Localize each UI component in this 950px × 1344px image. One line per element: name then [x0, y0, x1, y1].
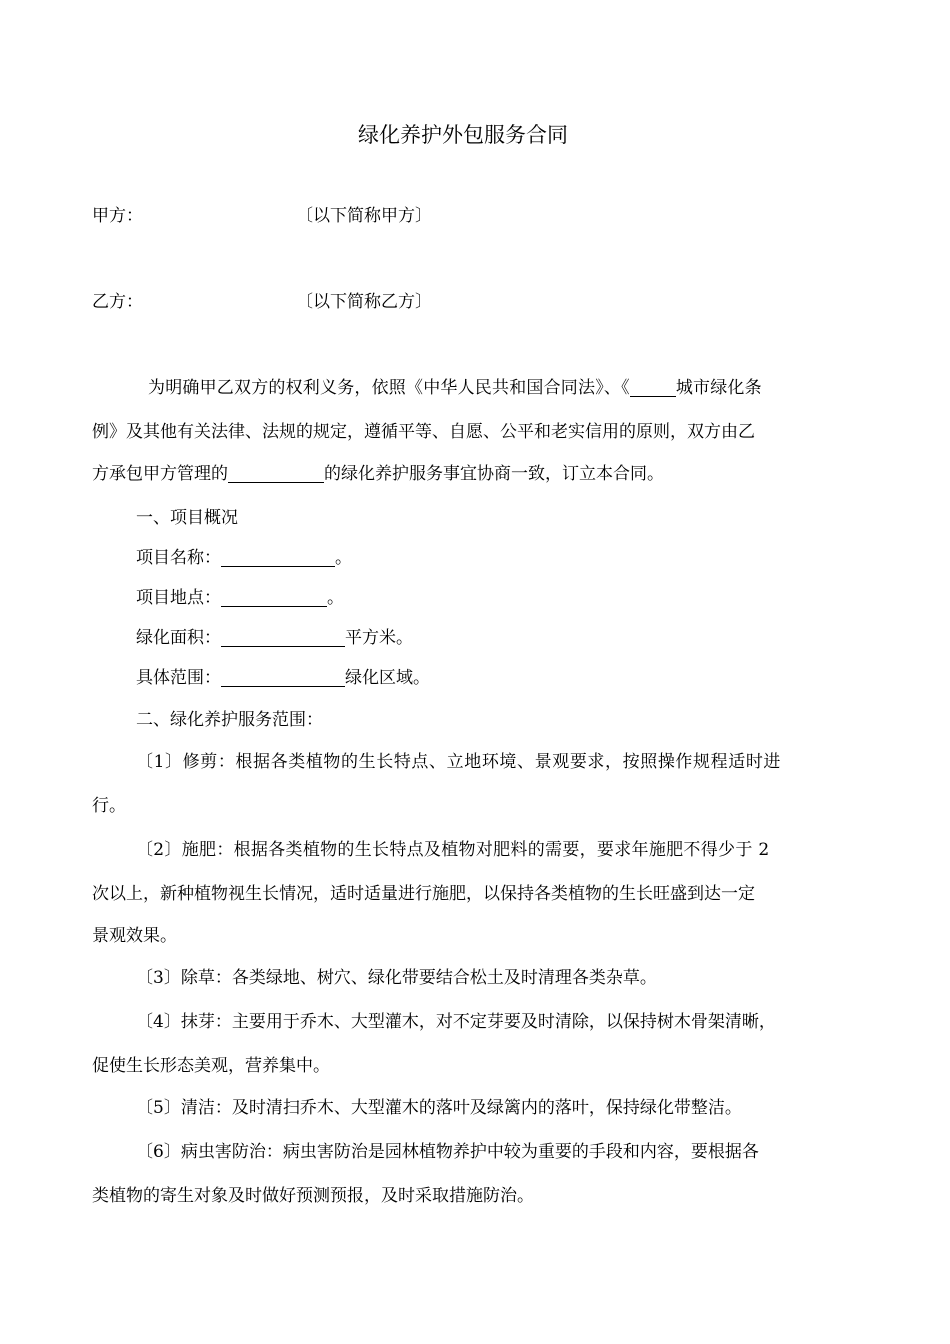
section-2-heading: 二、绿化养护服务范围：	[136, 710, 323, 730]
intro-line-3	[92, 464, 664, 484]
scope-suffix: 绿化区域。	[345, 668, 430, 688]
item-2-line-2: 次以上，新种植物视生长情况，适时适量进行施肥，以保持各类植物的生长旺盛到达一定	[92, 884, 755, 904]
party-a-label: 甲方：	[92, 206, 143, 226]
item-5-line-1: 〔5〕清洁：及时清扫乔木、大型灌木的落叶及绿篱内的落叶，保持绿化带整洁。	[136, 1098, 742, 1118]
intro-text: 城市绿化条	[675, 378, 762, 398]
project-name-suffix: 。	[335, 548, 352, 568]
project-name-row	[136, 548, 352, 568]
project-name-label: 项目名称：	[136, 548, 221, 568]
item-1-line-2: 行。	[92, 796, 126, 816]
item-2-line-1: 〔2〕施肥：根据各类植物的生长特点及植物对肥料的需要，要求年施肥不得少于 2	[136, 840, 770, 860]
intro-text: 的绿化养护服务事宜协商一致，订立本合同。	[324, 464, 664, 484]
item-3-line-1: 〔3〕除草：各类绿地、树穴、绿化带要结合松土及时清理各类杂草。	[136, 968, 657, 988]
item-1-line-1: 〔1〕修剪：根据各类植物的生长特点、立地环境、景观要求，按照操作规程适时进	[136, 752, 782, 772]
scope-label: 具体范围：	[136, 668, 221, 688]
intro-text: 方承包甲方管理的	[92, 464, 228, 484]
scope-row	[136, 668, 430, 688]
project-location-blank	[221, 588, 327, 607]
managed-area-blank	[228, 464, 324, 483]
intro-text: 为明确甲乙双方的权利义务，依照《中华人民共和国合同法》、《	[148, 378, 630, 398]
section-1-heading: 一、项目概况	[136, 508, 238, 528]
item-2-line-3: 景观效果。	[92, 926, 177, 946]
party-a-note: 〔以下简称甲方〕	[296, 206, 432, 226]
green-area-suffix: 平方米。	[345, 628, 413, 648]
item-4-line-1: 〔4〕抹芽：主要用于乔木、大型灌木，对不定芽要及时清除，以保持树木骨架清晰，	[136, 1012, 776, 1032]
party-b-note: 〔以下简称乙方〕	[296, 292, 432, 312]
scope-blank	[221, 668, 345, 687]
project-location-row	[136, 588, 344, 608]
item-6-line-1: 〔6〕病虫害防治：病虫害防治是园林植物养护中较为重要的手段和内容，要根据各	[136, 1142, 759, 1162]
green-area-blank	[221, 628, 345, 647]
document-title: 绿化养护外包服务合同	[358, 123, 568, 147]
party-b-label: 乙方：	[92, 292, 143, 312]
item-6-line-2: 类植物的寄生对象及时做好预测预报，及时采取措施防治。	[92, 1186, 534, 1206]
project-location-suffix: 。	[327, 588, 344, 608]
item-4-line-2: 促使生长形态美观，营养集中。	[92, 1056, 330, 1076]
intro-line-2: 例》及其他有关法律、法规的规定，遵循平等、自愿、公平和老实信用的原则，双方由乙	[92, 422, 755, 442]
green-area-row	[136, 628, 413, 648]
green-area-label: 绿化面积：	[136, 628, 221, 648]
city-blank	[630, 378, 676, 397]
project-location-label: 项目地点：	[136, 588, 221, 608]
project-name-blank	[221, 548, 335, 567]
intro-line-1	[148, 378, 762, 398]
